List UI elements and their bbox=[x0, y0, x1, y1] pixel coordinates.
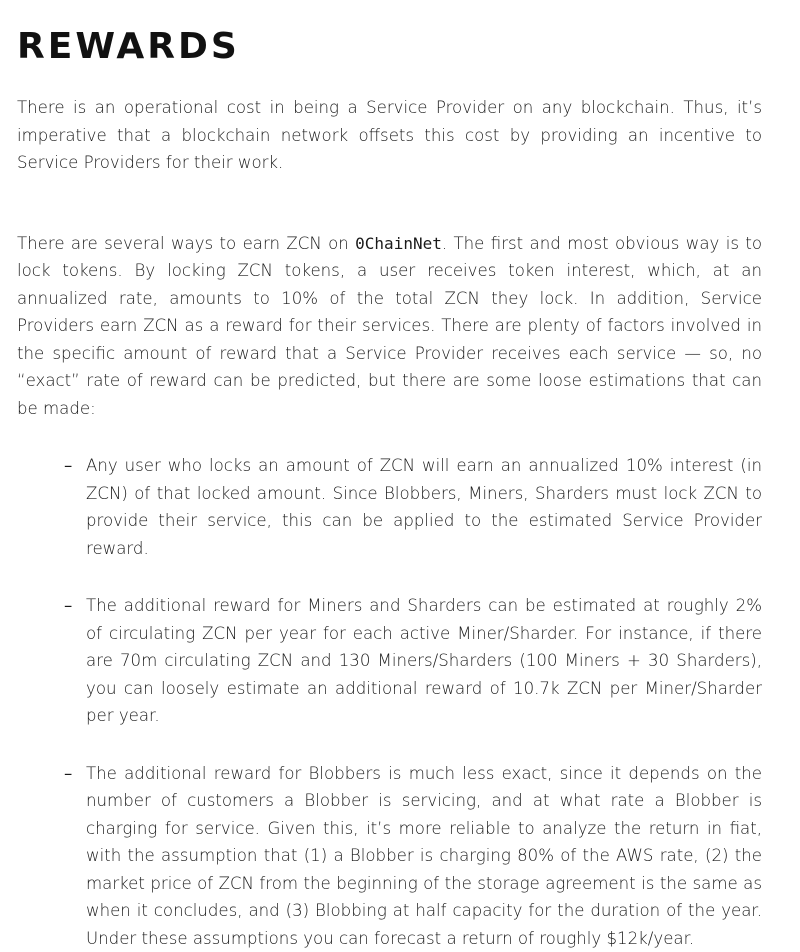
list-item-text: The additional reward for Miners and Sharders can be estimated at roughly 2% of circulating ZCN per year for each active Miner/Sharder. For instance, if there are 70m circulating ZCN and 130 Miners/Sharders (100 Miners + 30 Sharders), you can loosely estimate an additional reward of 10.7k ZCN per Miner/Sharder per year. bbox=[86, 592, 762, 730]
bullet-dash: – bbox=[64, 760, 72, 788]
bullet-dash: – bbox=[64, 592, 72, 620]
brand-name: 0ChainNet bbox=[355, 234, 442, 253]
intro-paragraph: There is an operational cost in being a Service Provider on any blockchain. Thus, it’s imperative that a blockchain network offsets this cost by providing an incentive to Service Providers for their work. bbox=[17, 94, 762, 177]
list-item-text: Any user who locks an amount of ZCN will earn an annualized 10% interest (in ZCN) of that locked amount. Since Blobbers, Miners, Sharders must lock ZCN to provide their service, this can be applied to the estimated Service Provider reward. bbox=[86, 452, 762, 562]
list-item bbox=[86, 592, 762, 730]
page-title: REWARDS bbox=[17, 22, 762, 72]
earning-text-start: There are several ways to earn ZCN on bbox=[17, 234, 355, 253]
estimations-list bbox=[17, 452, 762, 952]
list-item bbox=[86, 760, 762, 952]
list-item bbox=[86, 452, 762, 562]
earning-text-end: . The first and most obvious way is to lock tokens. By locking ZCN tokens, a user receives token interest, which, at an annualized rate, amounts to 10% of the total ZCN they lock. In addition, Service Providers earn ZCN as a reward for their services. There are plenty of factors involved in the specific amount of reward that a Service Provider receives each service — so, no “exact” rate of reward can be predicted, but there are some loose estimations that can be made: bbox=[17, 234, 762, 418]
bullet-dash: – bbox=[64, 452, 72, 480]
earning-paragraph bbox=[17, 230, 762, 423]
list-item-text: The additional reward for Blobbers is much less exact, since it depends on the number of customers a Blobber is servicing, and at what rate a Blobber is charging for service. Given this, it’s more reliable to analyze the return in fiat, with the assumption that (1) a Blobber is charging 80% of the AWS rate, (2) the market price of ZCN from the beginning of the storage agreement is the same as when it concludes, and (3) Blobbing at half capacity for the duration of the year. Under these assumptions you can forecast a return of roughly $12k/year. bbox=[86, 760, 762, 952]
